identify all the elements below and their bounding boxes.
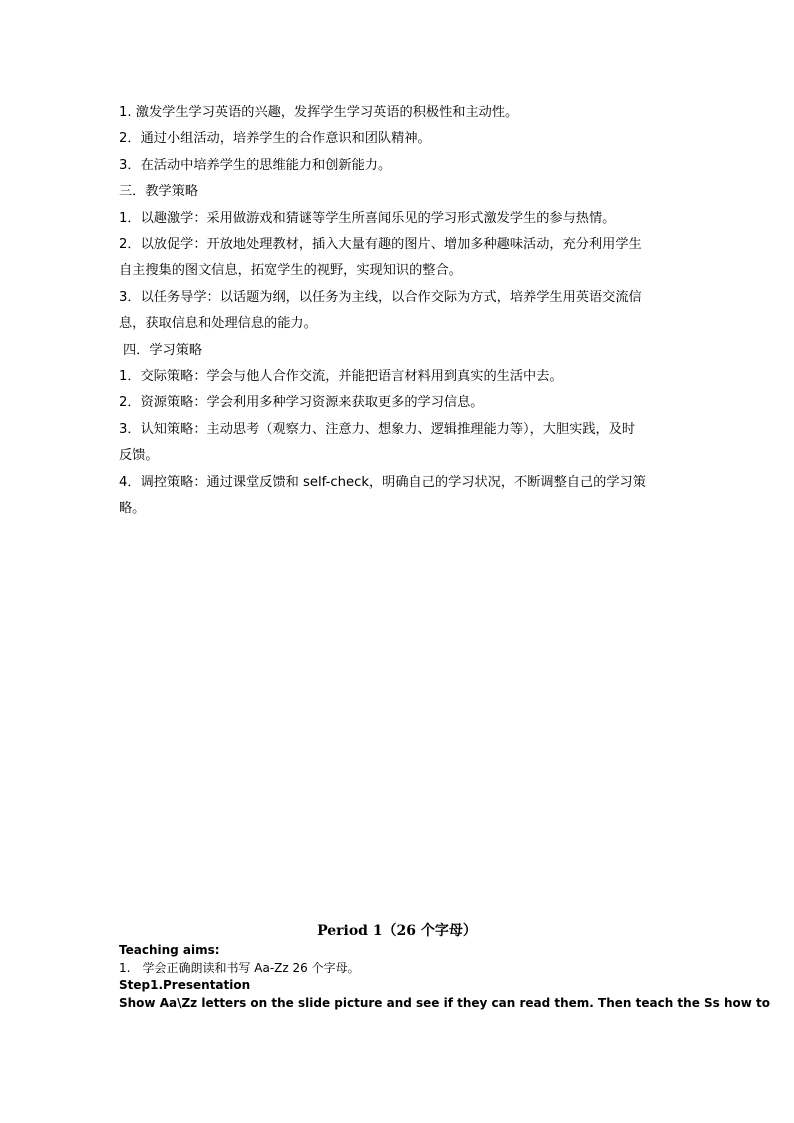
teaching-strategy-heading: 三．教学策略 xyxy=(119,184,199,200)
learning-strategy-item: 2．资源策略：学会利用多种学习资源来获取更多的学习信息。 xyxy=(119,395,484,411)
step-label: Step1.Presentation xyxy=(119,978,251,992)
goal-item-3: 3．在活动中培养学生的思维能力和创新能力。 xyxy=(119,157,392,173)
teaching-strategy-item: 3．以任务导学：以话题为纲，以任务为主线，以合作交际为方式，培养学生用英语交流信 xyxy=(119,289,642,305)
teaching-strategy-item: 1．以趣激学：采用做游戏和猜谜等学生所喜闻乐见的学习形式激发学生的参与热情。 xyxy=(119,210,616,226)
teaching-strategy-item: 自主搜集的图文信息，拓宽学生的视野，实现知识的整合。 xyxy=(119,263,462,279)
goal-item-1: 1. 激发学生学习英语的兴趣，发挥学生学习英语的积极性和主动性。 xyxy=(119,105,519,120)
learning-strategy-item: 1．交际策略：学会与他人合作交流，并能把语言材料用到真实的生活中去。 xyxy=(119,369,563,385)
goals-section xyxy=(119,100,679,523)
step-text: Show Aa\Zz letters on the slide picture and see if they can read them. Then teach the Ss how to xyxy=(119,995,771,1010)
learning-strategy-item: 反馈。 xyxy=(119,448,159,464)
period-title: Period 1（26 个字母） xyxy=(317,923,477,939)
learning-strategy-item: 略。 xyxy=(119,501,146,517)
period-section xyxy=(119,942,771,1012)
teaching-aims-label: Teaching aims: xyxy=(119,943,220,957)
teaching-strategy-item: 2．以放促学：开放地处理教材，插入大量有趣的图片、增加多种趣味活动，充分利用学生 xyxy=(119,237,642,253)
learning-strategy-item: 3．认知策略：主动思考（观察力、注意力、想象力、逻辑推理能力等），大胆实践，及时 xyxy=(119,421,636,437)
learning-strategy-heading: 四．学习策略 xyxy=(123,342,203,358)
teaching-aim-1: 1. 学会正确朗读和书写 Aa-Zz 26 个字母。 xyxy=(119,960,360,975)
goal-item-2: 2．通过小组活动，培养学生的合作意识和团队精神。 xyxy=(119,131,431,147)
learning-strategy-item: 4．调控策略：通过课堂反馈和 self-check，明确自己的学习状况，不断调整自己的学习策 xyxy=(119,474,646,490)
teaching-strategy-item: 息，获取信息和处理信息的能力。 xyxy=(119,316,317,332)
